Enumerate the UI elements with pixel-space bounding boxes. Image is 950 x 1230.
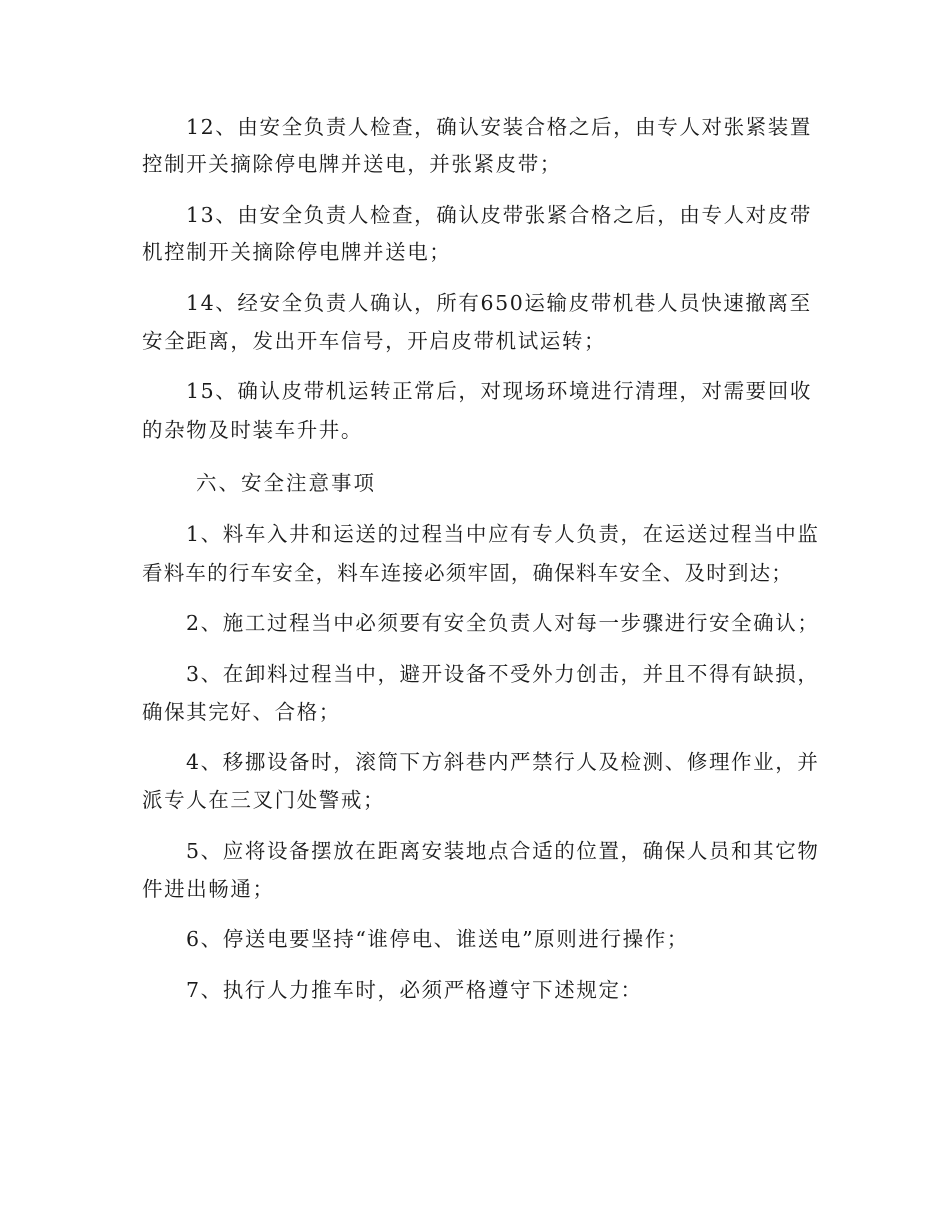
item-12-line-1: 12、由安全负责人检查，确认安装合格之后，由专人对张紧装置 (186, 115, 812, 139)
note-1-line-1: 1、料车入井和运送的过程当中应有专人负责，在运送过程当中监 (186, 522, 820, 546)
section-heading: 六、安全注意事项 (196, 471, 376, 495)
note-4-line-2: 派专人在三叉门处警戒； (142, 788, 386, 812)
note-2-line-1: 2、施工过程当中必须要有安全负责人对每一步骤进行安全确认； (186, 611, 820, 635)
item-14-line-2: 安全距离，发出开车信号，开启皮带机试运转； (142, 329, 607, 353)
note-5-line-1: 5、应将设备摆放在距离安装地点合适的位置，确保人员和其它物 (186, 839, 820, 863)
item-15-line-2: 的杂物及时装车升井。 (142, 418, 363, 442)
item-13-line-1: 13、由安全负责人检查，确认皮带张紧合格之后，由专人对皮带 (186, 203, 812, 227)
note-4-line-1: 4、移挪设备时，滚筒下方斜巷内严禁行人及检测、修理作业，并 (186, 750, 820, 774)
note-1-line-2: 看料车的行车安全，料车连接必须牢固，确保料车安全、及时到达； (142, 561, 793, 585)
note-3-line-2: 确保其完好、合格； (142, 700, 341, 724)
item-12-line-2: 控制开关摘除停电牌并送电，并张紧皮带； (142, 152, 562, 176)
item-14-line-1: 14、经安全负责人确认，所有650运输皮带机巷人员快速撤离至 (186, 291, 812, 315)
note-6-line-1: 6、停送电要坚持“谁停电、谁送电”原则进行操作； (186, 927, 689, 951)
item-15-line-1: 15、确认皮带机运转正常后，对现场环境进行清理，对需要回收 (186, 379, 812, 403)
note-7-line-1: 7、执行人力推车时，必须严格遵守下述规定： (186, 978, 643, 1002)
item-13-line-2: 机控制开关摘除停电牌并送电； (142, 240, 452, 264)
note-3-line-1: 3、在卸料过程当中，避开设备不受外力创击，并且不得有缺损， (186, 662, 820, 686)
note-5-line-2: 件进出畅通； (142, 877, 275, 901)
